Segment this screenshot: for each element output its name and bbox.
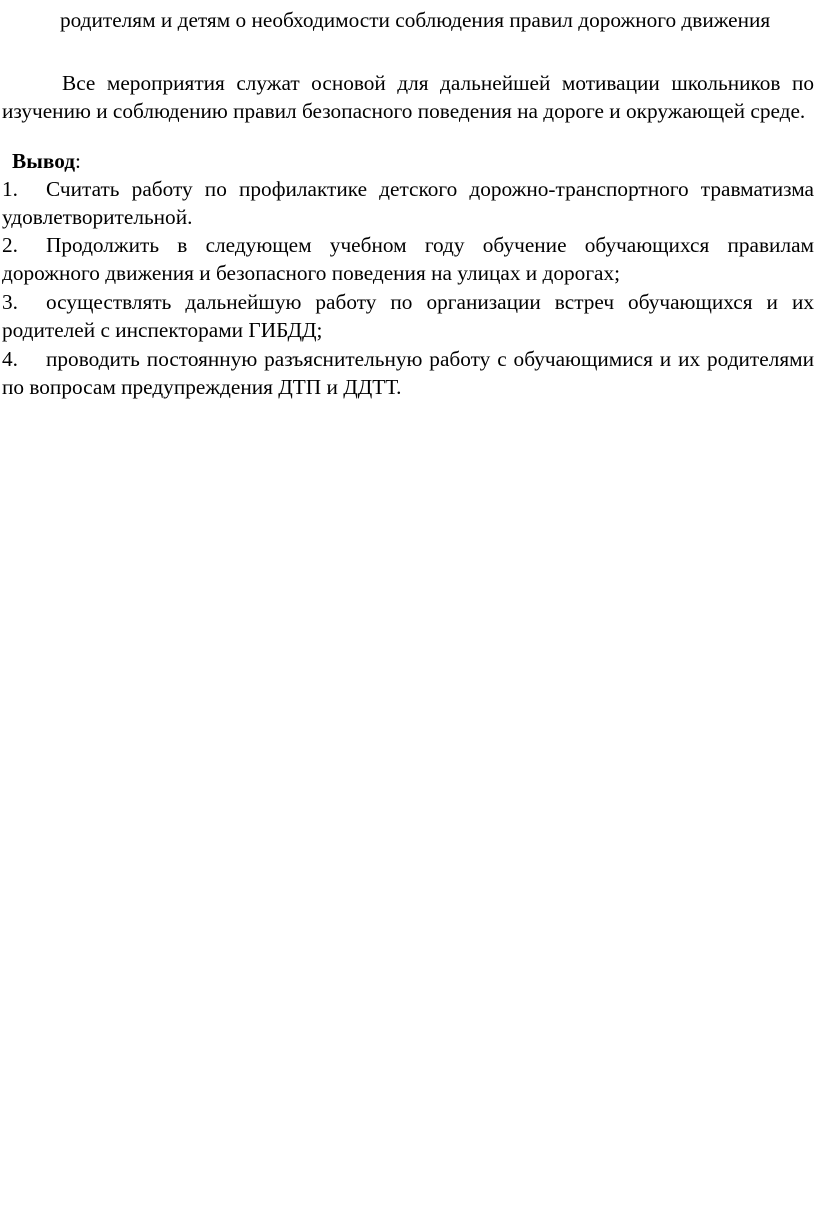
paragraph-motivation: Все мероприятия служат основой для дальнейшей мотивации школьников по изучению и соблюдению правил безопасного поведения на дороге и окружающей среде. — [2, 71, 814, 123]
list-item-number: 4. — [2, 347, 18, 371]
conclusion-heading — [12, 147, 412, 175]
list-item-number: 3. — [2, 290, 18, 314]
list-item-text: осуществлять дальнейшую работу по организации встреч обучающихся и их родителей с инспекторами ГИБДД; — [2, 290, 814, 342]
list-item — [2, 175, 814, 231]
list-item-text: Продолжить в следующем учебном году обучение обучающихся правилам дорожного движения и безопасного поведения на улицах и дорогах; — [2, 233, 814, 285]
list-item — [2, 288, 814, 344]
list-item-number: 2. — [2, 233, 18, 257]
conclusion-label: Вывод — [12, 149, 75, 173]
paragraph-continuation: родителям и детям о необходимости соблюдения правил дорожного движения — [60, 8, 771, 32]
list-item-text: Считать работу по профилактике детского дорожно-транспортного травматизма удовлетворительной. — [2, 177, 814, 229]
list-item-text: проводить постоянную разъяснительную работу с обучающимися и их родителями по вопросам предупреждения ДТП и ДДТТ. — [2, 347, 814, 399]
list-item — [2, 231, 814, 287]
list-item-number: 1. — [2, 177, 18, 201]
list-item — [2, 345, 814, 401]
conclusion-colon: : — [75, 149, 81, 173]
